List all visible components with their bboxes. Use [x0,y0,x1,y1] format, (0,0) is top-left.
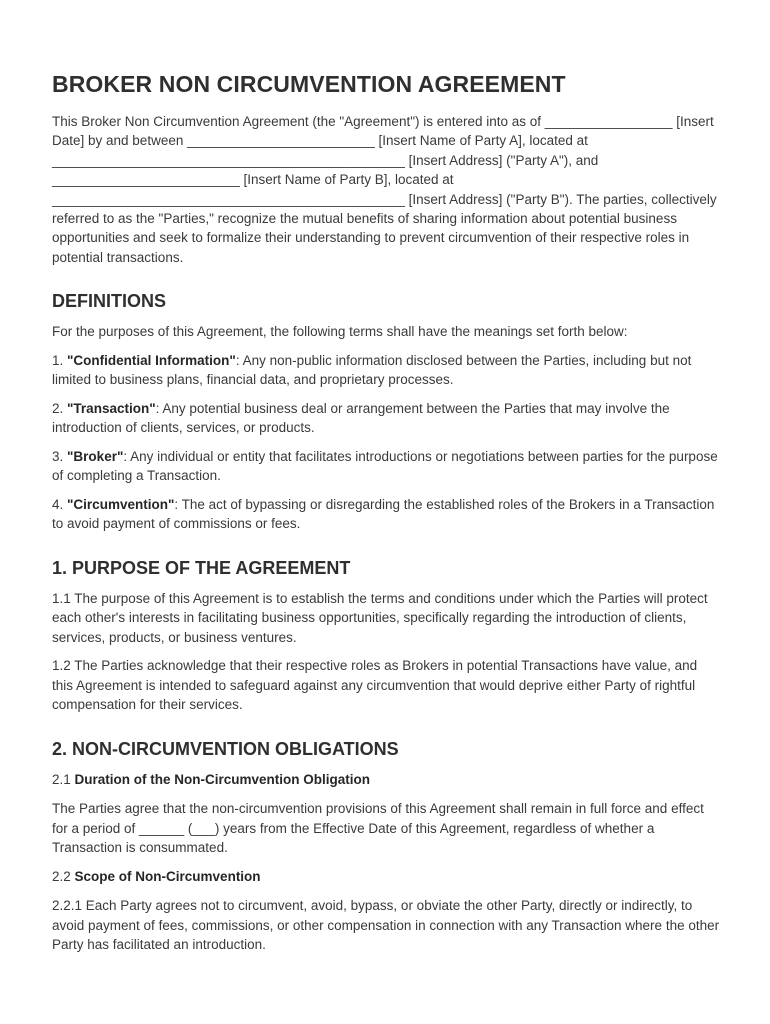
subsection-heading-duration [52,770,720,790]
obligations-section [52,737,720,955]
definition-term: "Transaction" [67,400,156,416]
purpose-heading: 1. PURPOSE OF THE AGREEMENT [52,557,351,578]
subsection-heading-scope [52,867,720,887]
definition-term: "Circumvention" [67,496,175,512]
definition-text: : Any potential business deal or arrangement between the Parties that may involve the introduction of clients, services, or products. [52,400,670,436]
definitions-heading: DEFINITIONS [52,291,167,312]
definitions-lead: For the purposes of this Agreement, the following terms shall have the meanings set forth below: [52,324,628,340]
definition-item [52,399,720,438]
purpose-section [52,556,720,715]
document-page [52,70,720,955]
scope-paragraph: 2.2.1 Each Party agrees not to circumvent, avoid, bypass, or obviate the other Party, directly or indirectly, to avoid payment of fees, commissions, or other compensation in connection with any Transaction where the other Party has facilitated an introduction. [52,898,720,953]
subsection-title: Scope of Non-Circumvention [74,868,261,884]
purpose-paragraph-1: 1.1 The purpose of this Agreement is to establish the terms and conditions under which the Parties will protect each other's interests in facilitating business opportunities, specifically regarding the introduction of clients, services, products, or business ventures. [52,590,708,645]
definition-text: : Any individual or entity that facilitates introductions or negotiations between parties for the purpose of completing a Transaction. [52,448,718,484]
definition-item [52,447,720,486]
intro-paragraph: This Broker Non Circumvention Agreement (the "Agreement") is entered into as of _________________ [Insert Date] by and between _________________________ [Insert Name of Party A], located at _______________________________________________ [Insert Address] ("Party A"), and _________________________ [Insert Name of Party B], located at _______________________________________________ [Insert Address] ("Party B"). The parties, collectively referred to as the "Parties," recognize the mutual benefits of sharing information about potential business opportunities and seek to formalize their understanding to prevent circumvention of their respective roles in potential transactions. [52,114,717,265]
definition-text: : Any non-public information disclosed between the Parties, including but not limited to business plans, financial data, and proprietary processes. [52,352,692,388]
definition-number: 1. [52,352,64,368]
definition-term: "Broker" [67,448,124,464]
subsection-number: 2.2 [52,868,71,884]
definitions-section [52,289,720,534]
definition-number: 3. [52,448,64,464]
definition-item [52,351,720,390]
definition-text: : The act of bypassing or disregarding the established roles of the Brokers in a Transaction to avoid payment of commissions or fees. [52,496,715,532]
document-title: BROKER NON CIRCUMVENTION AGREEMENT [52,71,566,97]
purpose-paragraph-2: 1.2 The Parties acknowledge that their respective roles as Brokers in potential Transactions have value, and this Agreement is intended to safeguard against any circumvention that would deprive either Party of rightful compensation for their services. [52,658,698,713]
subsection-title: Duration of the Non-Circumvention Obligation [74,771,371,787]
subsection-number: 2.1 [52,771,71,787]
duration-paragraph: The Parties agree that the non-circumvention provisions of this Agreement shall remain in full force and effect for a period of ______ (___) years from the Effective Date of this Agreement, regardless of whether a Transaction is consummated. [52,801,704,856]
definition-number: 2. [52,400,64,416]
definition-number: 4. [52,496,64,512]
definition-item [52,495,720,534]
obligations-heading: 2. NON-CIRCUMVENTION OBLIGATIONS [52,738,399,759]
definition-term: "Confidential Information" [67,352,236,368]
